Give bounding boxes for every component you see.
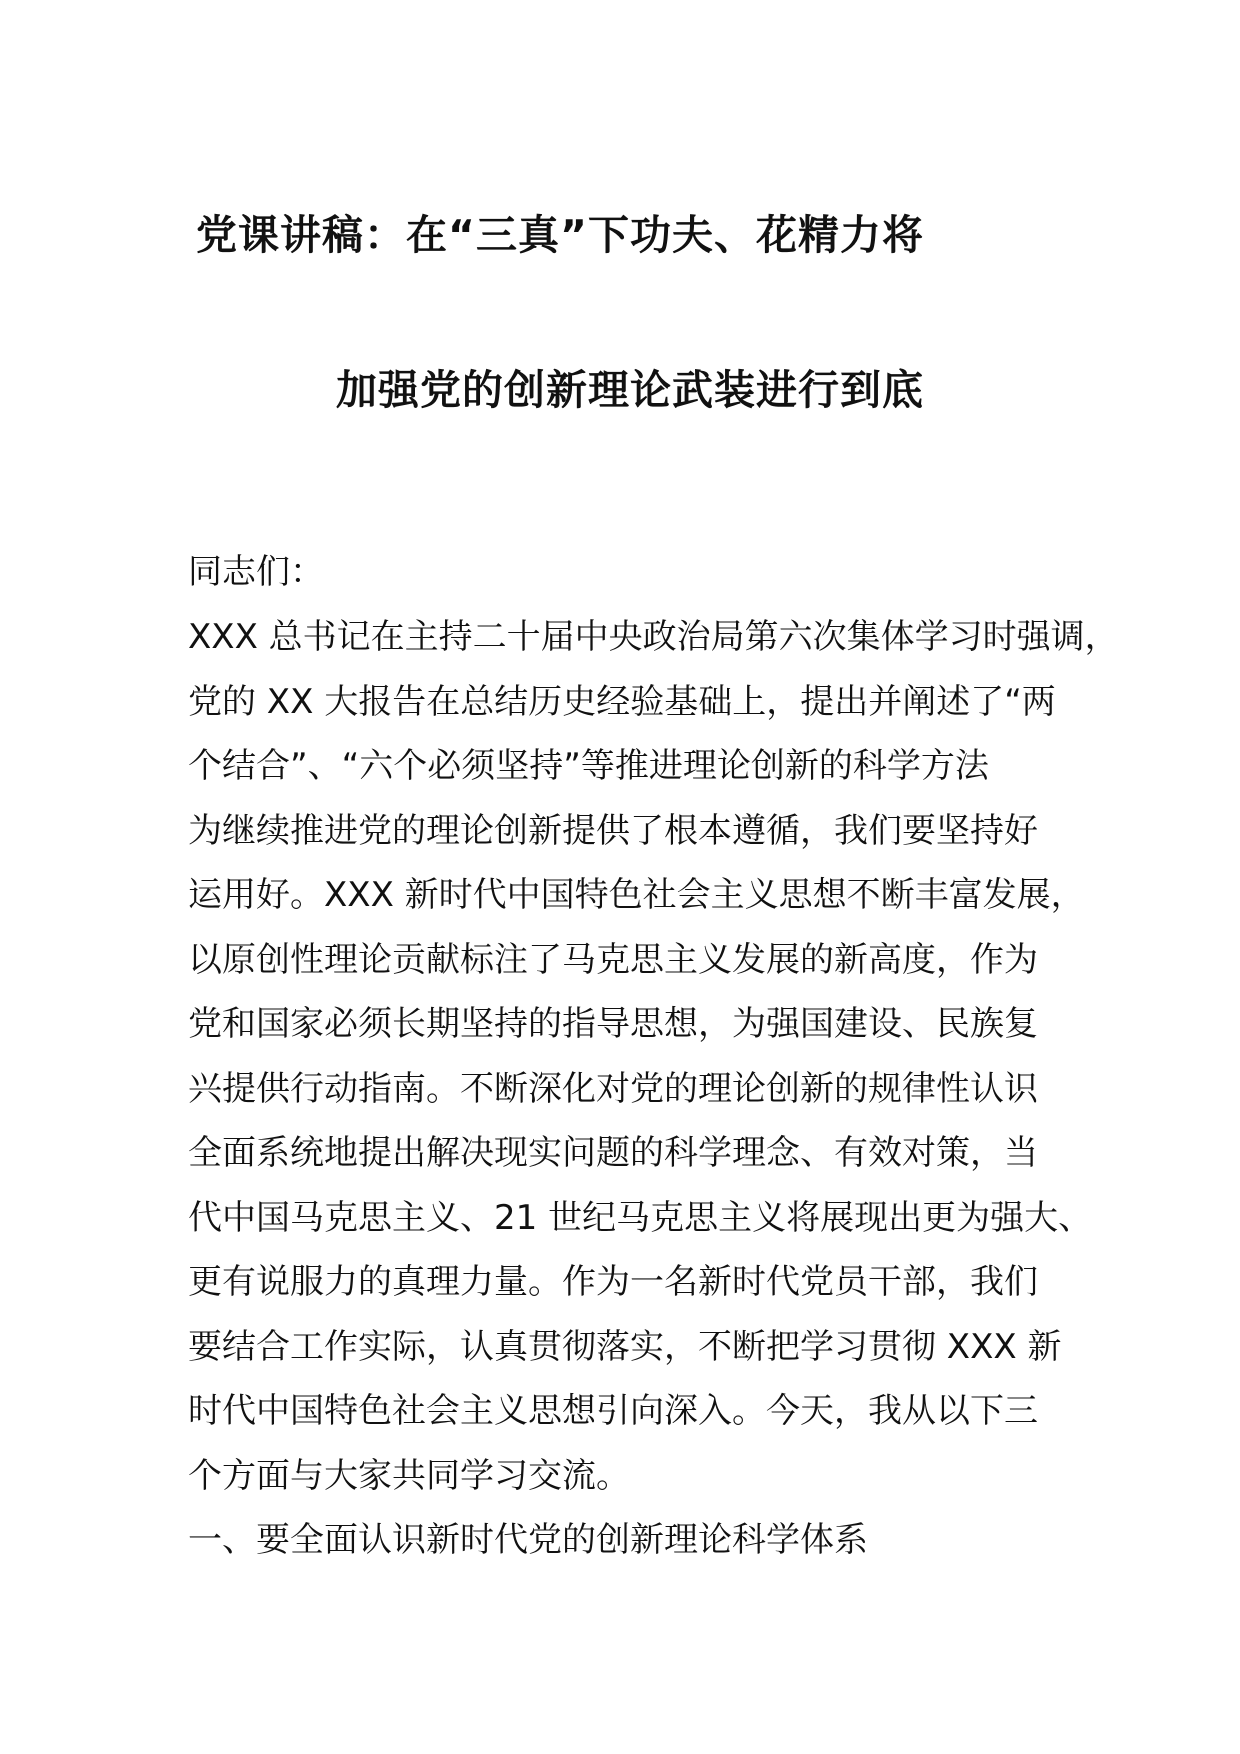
paragraph-line: 全面系统地提出解决现实问题的科学理念、有效对策，当 [188,1133,1038,1173]
body-paragraph [188,605,1119,1508]
greeting: 同志们： [188,552,324,592]
paragraph-line: 兴提供行动指南。不断深化对党的理论创新的规律性认识 [188,1068,1038,1109]
paragraph-line: 运用好。XXX 新时代中国特色社会主义思想不断丰富发展， [188,875,1085,915]
paragraph-line: 时代中国特色社会主义思想引向深入。今天，我从以下三 [188,1391,1038,1431]
paragraph-line: 为继续推进党的理论创新提供了根本遵循，我们要坚持好 [188,810,1038,851]
paragraph-line: 党和国家必须长期坚持的指导思想，为强国建设、民族复 [188,1004,1038,1044]
paragraph-line: 代中国马克思主义、21 世纪马克思主义将展现出更为强大、 [188,1197,1093,1238]
section-heading: 一、要全面认识新时代党的创新理论科学体系 [188,1520,868,1560]
paragraph-line: 更有说服力的真理力量。作为一名新时代党员干部，我们 [188,1262,1038,1302]
paragraph-line: XXX 总书记在主持二十届中央政治局第六次集体学习时强调， [188,617,1119,657]
document-title-line-2: 加强党的创新理论武装进行到底 [336,366,924,414]
paragraph-line: 以原创性理论贡献标注了马克思主义发展的新高度，作为 [188,939,1038,980]
paragraph-line: 个方面与大家共同学习交流。 [188,1455,630,1496]
paragraph-line: 个结合”、“六个必须坚持”等推进理论创新的科学方法 [188,746,989,786]
paragraph-line: 党的 XX 大报告在总结历史经验基础上，提出并阐述了“两 [188,681,1056,722]
document-title-line-1: 党课讲稿：在“三真”下功夫、花精力将 [196,211,924,259]
paragraph-line: 要结合工作实际，认真贯彻落实，不断把学习贯彻 XXX 新 [188,1326,1062,1367]
